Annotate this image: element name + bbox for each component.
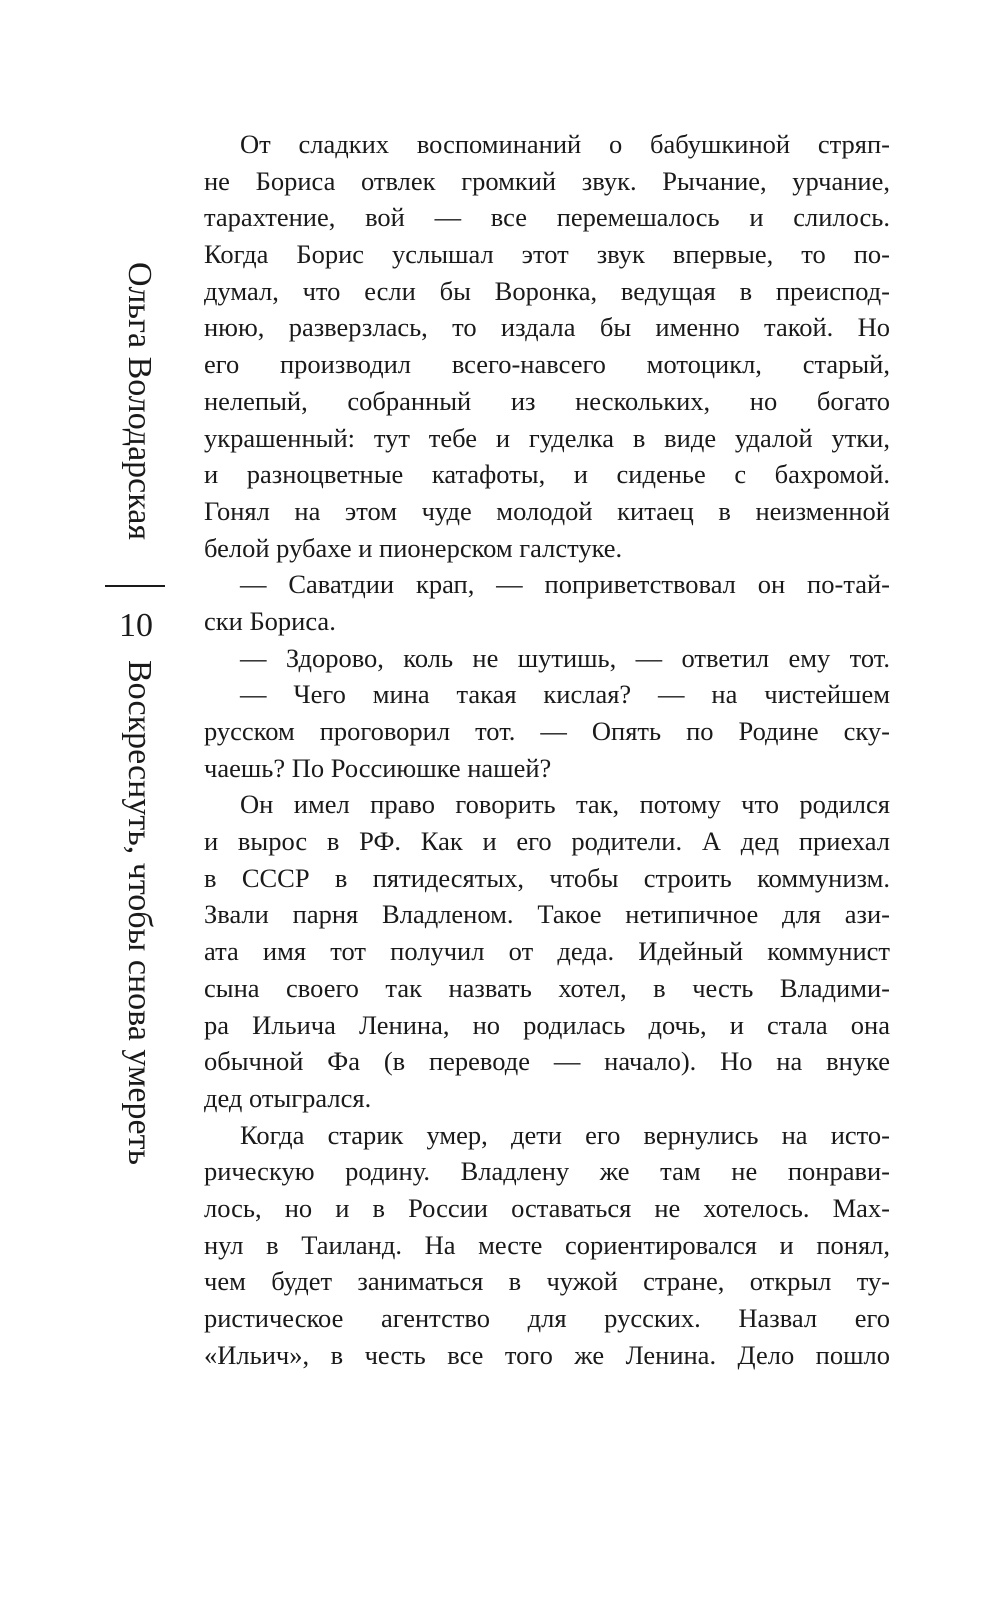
- text-line: дед отыгрался.: [204, 1082, 372, 1113]
- text-line: Когда Борис услышал этот звук впервые, то по-: [204, 239, 890, 270]
- text-line: думал, что если бы Воронка, ведущая в преиспод-: [204, 275, 890, 306]
- text-line: нелепый, собранный из нескольких, но богато: [204, 385, 890, 416]
- author-name: Ольга Володарская: [121, 262, 158, 540]
- text-line: чаешь? По Россиюшке нашей?: [204, 752, 552, 783]
- text-line: не Бориса отвлек громкий звук. Рычание, урчание,: [204, 165, 890, 196]
- body-text: [204, 126, 890, 1373]
- text-line: — Саватдии крап, — поприветствовал он по-тай-: [240, 569, 890, 600]
- text-line: украшенный: тут тебе и гуделка в виде удалой утки,: [204, 422, 890, 453]
- text-line: лось, но и в России оставаться не хотелось. Мах-: [204, 1192, 890, 1223]
- text-line: и разноцветные катафоты, и сиденье с бахромой.: [204, 459, 890, 490]
- text-line: рическую родину. Владлену же там не понрави-: [204, 1156, 890, 1187]
- text-line: русском проговорил тот. — Опять по Родине ску-: [204, 716, 890, 746]
- book-title: Воскреснуть, чтобы снова умереть: [121, 660, 158, 1165]
- text-line: белой рубахе и пионерском галстуке.: [204, 532, 623, 563]
- text-line: нул в Таиланд. На месте сориентировался и понял,: [204, 1229, 890, 1260]
- text-line: ски Бориса.: [204, 605, 336, 636]
- text-line: ра Ильича Ленина, но родилась дочь, и стала она: [204, 1009, 890, 1040]
- text-line: Он имел право говорить так, потому что родился: [240, 789, 890, 820]
- text-line: Когда старик умер, дети его вернулись на исто-: [240, 1119, 890, 1150]
- running-head-divider: [105, 585, 165, 587]
- text-line: Звали парня Владленом. Такое нетипичное для ази-: [204, 899, 890, 930]
- text-line: в СССР в пятидесятых, чтобы строить коммунизм.: [204, 862, 890, 893]
- text-line: его производил всего-навсего мотоцикл, старый,: [204, 349, 890, 380]
- text-line: Гонял на этом чуде молодой китаец в неизменной: [204, 495, 890, 526]
- text-line: ата имя тот получил от деда. Идейный коммунист: [204, 936, 890, 967]
- text-line: тарахтение, вой — все перемешалось и слилось.: [204, 202, 890, 233]
- text-line: нюю, разверзлась, то издала бы именно такой. Но: [204, 312, 890, 343]
- text-line: обычной Фа (в переводе — начало). Но на внуке: [204, 1046, 890, 1077]
- text-line: сына своего так назвать хотел, в честь Владими-: [204, 972, 890, 1003]
- text-line: ристическое агентство для русских. Назвал его: [204, 1303, 890, 1333]
- text-line: и вырос в РФ. Как и его родители. А дед приехал: [204, 826, 890, 857]
- text-line: чем будет заниматься в чужой стране, открыл ту-: [204, 1266, 890, 1297]
- text-line: «Ильич», в честь все того же Ленина. Дело пошло: [204, 1339, 890, 1370]
- text-line: — Здорово, коль не шутишь, — ответил ему тот.: [240, 642, 890, 673]
- text-line: От сладких воспоминаний о бабушкиной стряп-: [240, 129, 890, 159]
- page-number: 10: [119, 607, 153, 644]
- text-line: — Чего мина такая кислая? — на чистейшем: [240, 679, 890, 710]
- running-head: [0, 0, 200, 1600]
